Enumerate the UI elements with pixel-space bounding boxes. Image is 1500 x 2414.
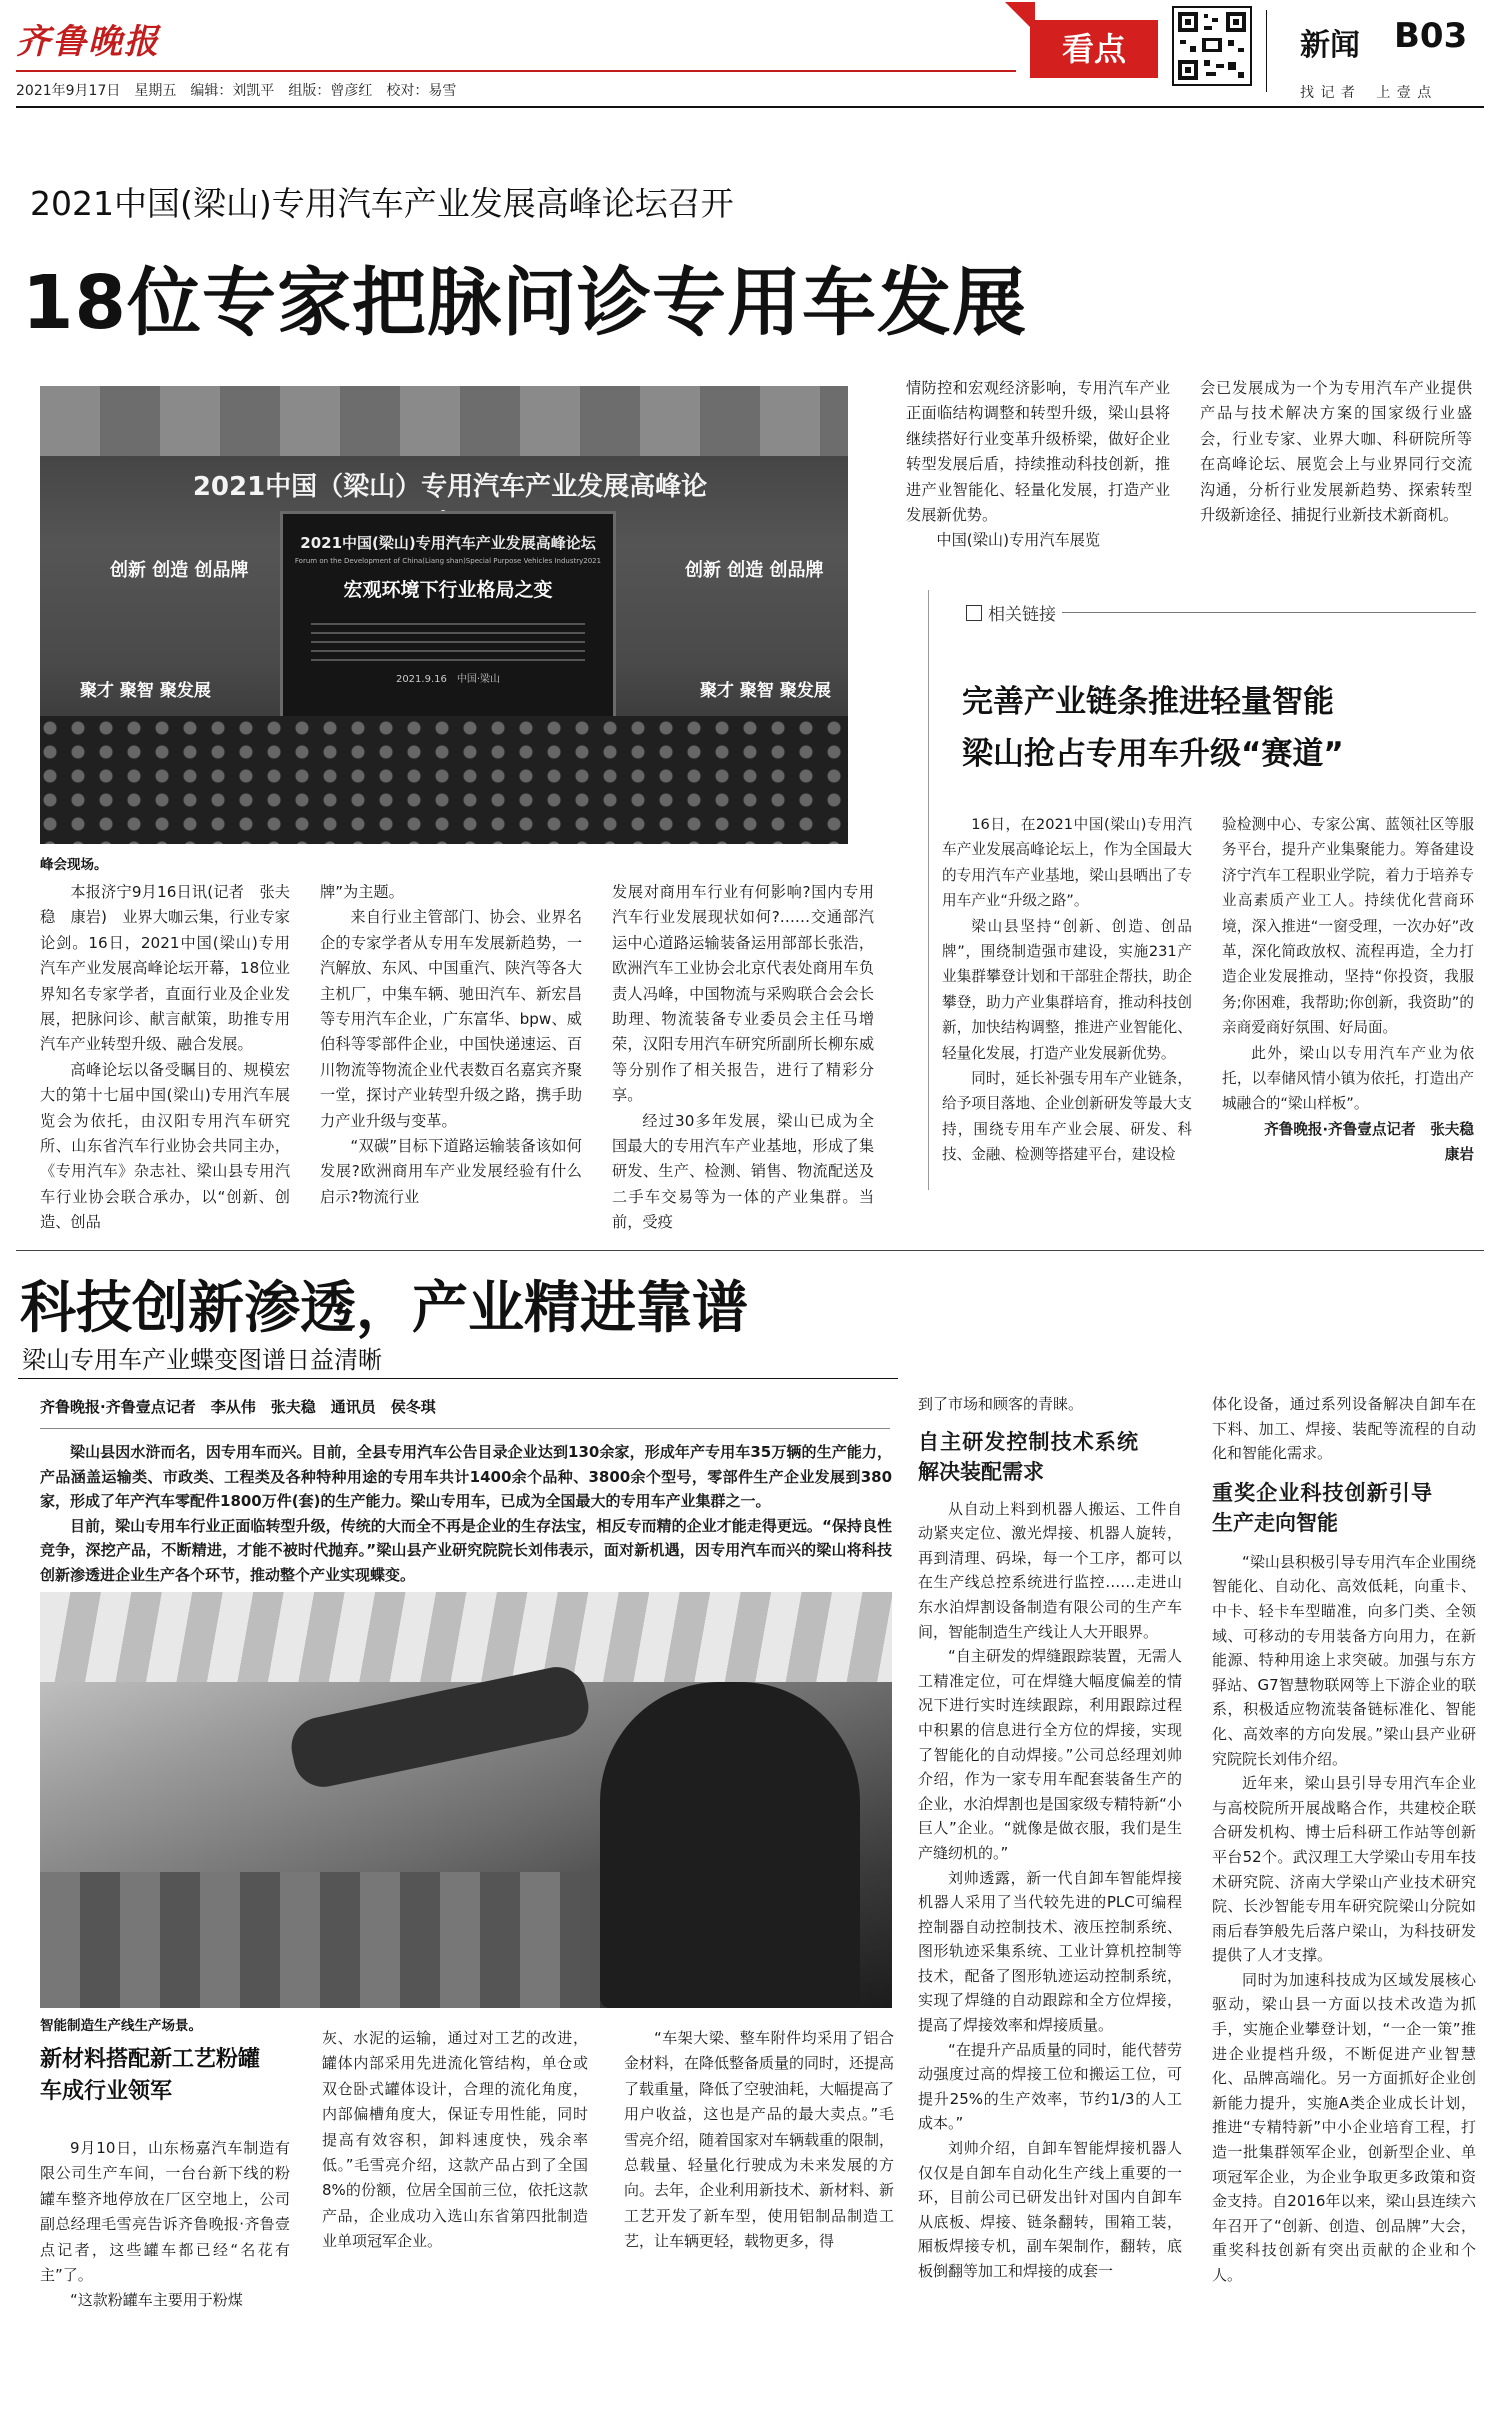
photo-screen bbox=[280, 511, 616, 727]
photo-banner-top: 2021中国（梁山）专用汽车产业发展高峰论 bbox=[192, 472, 708, 502]
editor-credit: 编辑：刘凯平 bbox=[190, 83, 275, 99]
related-paragraph: 16日，在2021中国(梁山)专用汽车产业发展高峰论坛上，作为全国最大的专用汽车产业基地，梁山县晒出了专用车产业“升级之路”。 bbox=[942, 816, 1192, 910]
section-name: 新闻 bbox=[1300, 28, 1360, 63]
lead-paragraph: 高峰论坛以备受瞩目的、规模宏大的第十七届中国(梁山)专用汽车展览会为依托，由汉阳专用汽车研究所、山东省汽车行业协会共同主办，《专用汽车》杂志社、梁山县专用汽车行业协会联合承办，以“创新、创造、创品 bbox=[40, 1060, 290, 1232]
sub1-title: 新材料搭配新工艺粉罐车成行业领军 bbox=[40, 2047, 261, 2104]
layout-credit: 组版：曾彦红 bbox=[288, 83, 373, 99]
story2-headline: 科技创新渗透，产业精进靠谱 bbox=[20, 1276, 748, 1341]
related-paragraph: 此外，梁山以专用汽车产业为依托，以奉储风情小镇为依托，打造出产城融合的“梁山样板”。 bbox=[1222, 1044, 1474, 1113]
story2-lead-paragraph: 目前，梁山专用车行业正面临转型升级，传统的大而全不再是企业的生存法宝，相反专而精的企业才能走得更远。“保持良性竞争，深挖产品，不断精进，才能不被时代抛弃。”梁山县产业研究院院长刘伟表示，面对新机遇，因专用汽车而兴的梁山将科技创新渗透进企业生产各个环节，推动整个产业实现蝶变。 bbox=[40, 1516, 892, 1584]
sub2-title: 自主研发控制技术系统解决装配需求 bbox=[918, 1429, 1138, 1484]
photo-roof-beams bbox=[40, 1592, 892, 1682]
related-paragraph: 同时，延长补强专用车产业链条，给予项目落地、企业创新研发等最大支持，围绕专用车产业会展、研发、科技、金融、检测等搭建平台，建设检 bbox=[942, 1070, 1192, 1164]
slogan-bottom-right: 聚才 聚智 聚发展 bbox=[700, 681, 831, 701]
related-headline-2: 梁山抢占专用车升级“赛道” bbox=[962, 736, 1344, 772]
lead-paragraph: 经过30多年发展，梁山已成为全国最大的专用汽车产业基地，形成了集研发、生产、检测、销售、物流配送及二手车交易等为一体的产业集群。当前，受疫 bbox=[612, 1111, 874, 1232]
issue-weekday: 星期五 bbox=[134, 83, 177, 99]
sub1-paragraph: “这款粉罐车主要用于粉煤 bbox=[70, 2291, 243, 2310]
related-paragraph: 梁山县坚持“创新、创造、创品牌”，围绕制造强市建设，实施231产业集群攀登计划和干部驻企帮扶，助企攀登，助力产业集群培育，推动科技创新，加快结构调整，推进产业智能化、轻量化发展，打造产业发展新优势。 bbox=[942, 917, 1192, 1062]
screen-subtitle: Forum on the Development of China(Liang shan)Special Purpose Vehicles Industry2021 bbox=[294, 557, 602, 565]
related-byline: 齐鲁晚报·齐鲁壹点记者 张夫稳 康岩 bbox=[1264, 1120, 1489, 1164]
lead-col-4 bbox=[906, 376, 1170, 554]
story2-lead-paragraph: 梁山县因水浒而名，因专用车而兴。目前，全县专用汽车公告目录企业达到130余家，形成年产专用车35万辆的生产能力，产品涵盖运输类、市政类、工程类及各种特种用途的专用车共计1400余个品种、3800余个型号，零部件生产企业发展到380家，形成了年产汽车零配件1800万件(套)的生产能力。梁山专用车，已成为全国最大的专用车产业集群之一。 bbox=[40, 1443, 892, 1511]
sub2-paragraph: 刘帅介绍，自卸车智能焊接机器人仅仅是自卸车自动化生产线上重要的一环，目前公司已研发出针对国内自卸车从底板、焊接、链条翻转，围箱工装，厢板焊接专机，副车架制作，翻转，底板倒翻等加工和焊接的成套一 bbox=[918, 2139, 1182, 2280]
lead-col-5 bbox=[1200, 376, 1472, 528]
photo-audience bbox=[40, 716, 848, 844]
sub1-paragraph: 灰、水泥的运输，通过对工艺的改进，罐体内部采用先进流化管结构，单仓或双仓卧式罐体设计，合理的流化角度，内部偏槽角度大，保证专用性能，同时提高有效容积，卸料速度快，残余率低。”毛雪亮介绍，这款产品占到了全国8%的份额，位居全国前三位，依托这款产品，企业成功入选山东省第四批制造业单项冠军企业。 bbox=[322, 2029, 588, 2251]
sub3-title: 重奖企业科技创新引导生产走向智能 bbox=[1212, 1480, 1432, 1535]
sub3-col bbox=[1212, 1392, 1476, 2288]
tagline: 找 记 者 上 壹 点 bbox=[1300, 85, 1433, 101]
story2-subline: 梁山专用车产业蝶变图谱日益清晰 bbox=[22, 1346, 382, 1374]
slogan-bottom-left: 聚才 聚智 聚发展 bbox=[80, 681, 211, 701]
story2-lead bbox=[40, 1440, 892, 1588]
lead-col-1 bbox=[40, 880, 290, 1236]
screen-lines bbox=[311, 616, 585, 662]
story2-byline: 齐鲁晚报·齐鲁壹点记者 李从伟 张夫稳 通讯员 侯冬琪 bbox=[40, 1398, 436, 1416]
section-badge: 看点 bbox=[1030, 20, 1158, 78]
lead-col-2 bbox=[320, 880, 582, 1210]
screen-theme: 宏观环境下行业格局之变 bbox=[343, 579, 553, 601]
related-paragraph: 验检测中心、专家公寓、蓝领社区等服务平台，提升产业集聚能力。筹备建设济宁汽车工程职业学院，着力于培养专业高素质产业工人。持续优化营商环境，深入推进“一窗受理，一次办好”改革，深化简政放权、流程再造，全力打造企业发展推动，坚持“你投资，我服务;你困难，我帮助;你创新，我资助”的亲商爱商好氛围、好局面。 bbox=[1222, 816, 1474, 1037]
header-divider bbox=[1266, 10, 1267, 92]
lead-kicker: 2021中国(梁山)专用汽车产业发展高峰论坛召开 bbox=[30, 184, 734, 223]
related-icon bbox=[966, 605, 982, 621]
lead-paragraph: “双碳”目标下道路运输装备该如何发展?欧洲商用车产业发展经验有什么启示?物流行业 bbox=[320, 1137, 582, 1206]
related-label: 相关链接 bbox=[988, 605, 1056, 625]
photo-worker bbox=[600, 1682, 860, 2008]
masthead-rule-red bbox=[16, 70, 1016, 72]
qr-code-icon[interactable] bbox=[1172, 6, 1252, 86]
masthead-logo: 齐鲁晚报 bbox=[16, 22, 160, 62]
photo-caption: 峰会现场。 bbox=[40, 857, 108, 873]
sub2-col bbox=[918, 1392, 1182, 2284]
page-number: B03 bbox=[1394, 16, 1468, 56]
lead-paragraph: 会已发展成为一个为专用汽车产业提供产品与技术解决方案的国家级行业盛会，行业专家、业界大咖、科研院所等在高峰论坛、展览会上与业界同行交流沟通，分析行业发展新趋势、探索转型升级新途径、捕捉行业新技术新商机。 bbox=[1200, 379, 1472, 525]
related-col-b bbox=[1222, 812, 1489, 1168]
issue-date: 2021年9月17日 bbox=[16, 83, 121, 99]
lead-paragraph: 情防控和宏观经济影响，专用汽车产业正面临结构调整和转型升级，梁山县将继续搭好行业变革升级桥梁，做好企业转型发展后盾，持续推动科技创新，推进产业智能化、轻量化发展，打造产业发展新优势。 bbox=[906, 379, 1170, 525]
related-box-left-rule bbox=[928, 590, 929, 1190]
sub1-col-2 bbox=[322, 2026, 588, 2255]
masthead-bottom-rule bbox=[16, 106, 1484, 108]
lead-paragraph: 中国(梁山)专用汽车展览 bbox=[936, 531, 1101, 550]
related-headline-1: 完善产业链条推进轻量智能 bbox=[962, 684, 1334, 720]
sub3-paragraph: 近年来，梁山县引导专用汽车企业与高校院所开展战略合作，共建校企联合研发机构、博士后科研工作站等创新平台52个。武汉理工大学梁山专用车技术研究院、济南大学梁山产业技术研究院、长沙智能专用车研究院梁山分院如雨后春笋般先后落户梁山，为科技研发提供了人才支撑。 bbox=[1212, 1774, 1476, 1965]
masthead-info bbox=[16, 80, 456, 100]
slogan-left: 创新 创造 创品牌 bbox=[110, 560, 249, 581]
related-link-header bbox=[966, 600, 1476, 625]
factory-photo bbox=[40, 1592, 892, 2008]
related-col-a bbox=[942, 812, 1192, 1168]
screen-date: 2021.9.16 中国·梁山 bbox=[395, 674, 501, 685]
story2-rule bbox=[18, 1378, 898, 1379]
sub1-col-3 bbox=[624, 2026, 894, 2255]
lead-col-3 bbox=[612, 880, 874, 1236]
sub2-paragraph: “在提升产品质量的同时，能代替劳动强度过高的焊接工位和搬运工位，可提升25%的生产效率，节约1/3的人工成本。” bbox=[918, 2040, 1182, 2133]
screen-title: 2021中国(梁山)专用汽车产业发展高峰论坛 bbox=[300, 534, 596, 552]
slogan-right: 创新 创造 创品牌 bbox=[685, 560, 824, 581]
forum-photo bbox=[40, 386, 848, 844]
photo-conveyor bbox=[40, 1872, 600, 2008]
proof-credit: 校对：易雪 bbox=[386, 83, 457, 99]
photo-ceiling bbox=[40, 386, 848, 456]
sub2-paragraph: 从自动上料到机器人搬运、工件自动紧夹定位、激光焊接、机器人旋转，再到清理、码垛，每一个工序，都可以在生产线总控系统进行监控……走进山东水泊焊割设备制造有限公司的生产车间，智能制造生产线让人大开眼界。 bbox=[918, 1499, 1182, 1641]
related-rule bbox=[1062, 612, 1476, 613]
sub3-paragraph: 同时为加速科技成为区域发展核心驱动，梁山县一方面以技术改造为抓手，实施企业攀登计划，“一企一策”推进企业提档升级，不断促进产业智慧化、品牌高端化。另一方面抓好企业创新能力提升，实施A类企业成长计划，推进“专精特新”中小企业培育工程，打造一批集群领军企业，创新型企业、单项冠军企业，为企业争取更多政策和资金支持。自2016年以来，梁山县连续六年召开了“创新、创造、创品牌”大会，重奖科技创新有突出贡献的企业和个人。 bbox=[1212, 1970, 1476, 2284]
sub2-paragraph: 到了市场和顾客的青睐。 bbox=[918, 1395, 1084, 1413]
lead-paragraph: 本报济宁9月16日讯(记者 张夫稳 康岩) 业界大咖云集，行业专家论剑。16日，2021中国(梁山)专用汽车产业发展高峰论坛开幕，18位业界知名专家学者，直面行业及企业发展，把脉问诊、献言献策，助推专用汽车产业转型升级、融合发展。 bbox=[40, 883, 290, 1054]
factory-photo-caption: 智能制造生产线生产场景。 bbox=[40, 2018, 202, 2034]
lead-paragraph: 来自行业主管部门、协会、业界名企的专家学者从专用车发展新趋势，一汽解放、东风、中国重汽、陕汽等各大主机厂，中集车辆、驰田汽车、新宏昌等专用汽车企业，广东富华、bpw、威伯科等零部件企业，中国快递速运、百川物流等物流企业代表数百名嘉宾齐聚一堂，探讨产业转型升级之路，携手助力产业升级与变革。 bbox=[320, 908, 582, 1130]
sub1-col-1 bbox=[40, 2136, 290, 2314]
sub3-paragraph: “梁山县积极引导专用汽车企业围绕智能化、自动化、高效低耗，向重卡、中卡、轻卡车型瞄准，向多门类、全领域、可移动的专用装备方向用力，在新能源、特种用途上求突破。加强与东方驿站、G7智慧物联网等上下游企业的联系，积极适应物流装备链标准化、智能化、高效率的方向发展。”梁山县产业研究院院长刘伟介绍。 bbox=[1212, 1552, 1476, 1768]
sub2-paragraph: 刘帅透露，新一代自卸车智能焊接机器人采用了当代较先进的PLC可编程控制器自动控制技术、液压控制系统、图形轨迹采集系统、工业计算机控制等技术，配备了图形轨迹运动控制系统，实现了焊缝的自动跟踪和全方位焊接，提高了焊接效率和焊接质量。 bbox=[918, 1868, 1182, 2035]
sub2-paragraph: “自主研发的焊缝跟踪装置，无需人工精准定位，可在焊缝大幅度偏差的情况下进行实时连续跟踪，利用跟踪过程中积累的信息进行全方位的焊接，实现了智能化的自动焊接。”公司总经理刘帅介绍，作为一家专用车配套装备生产的企业，水泊焊割也是国家级专精特新“小巨人”企业。“就像是做衣服，我们是生产缝纫机的。” bbox=[918, 1647, 1182, 1862]
lead-paragraph: 发展对商用车行业有何影响?国内专用汽车行业发展现状如何?……交通部汽运中心道路运输装备运用部部长张浩，欧洲汽车工业协会北京代表处商用车负责人冯峰，中国物流与采购联合会会长助理、物流装备专业委员会主任马增荣，汉阳专用汽车研究所副所长柳东威等分别作了相关报告，进行了精彩分享。 bbox=[612, 883, 874, 1105]
section-divider bbox=[16, 1250, 1484, 1251]
sub1-paragraph: 9月10日，山东杨嘉汽车制造有限公司生产车间，一台台新下线的粉罐车整齐地停放在厂区空地上，公司副总经理毛雪亮告诉齐鲁晚报·齐鲁壹点记者，这些罐车都已经“名花有主”了。 bbox=[40, 2139, 290, 2285]
story2-byline-rule bbox=[40, 1428, 890, 1429]
sub3-paragraph: 体化设备，通过系列设备解决自卸车在下料、加工、焊接、装配等流程的自动化和智能化需求。 bbox=[1212, 1395, 1476, 1463]
sub1-paragraph: “车架大梁、整车附件均采用了铝合金材料，在降低整备质量的同时，还提高了载重量，降低了空驶油耗，大幅提高了用户收益，这也是产品的最大卖点。”毛雪亮介绍，随着国家对车辆载重的限制，总载量、轻量化行驶成为未来发展的方向。去年，企业利用新技术、新材料、新工艺开发了新车型，使用铝制品制造工艺，让车辆更轻，载物更多，得 bbox=[624, 2029, 895, 2251]
lead-paragraph: 牌”为主题。 bbox=[320, 883, 404, 901]
lead-headline: 18位专家把脉问诊专用车发展 bbox=[22, 260, 1027, 346]
